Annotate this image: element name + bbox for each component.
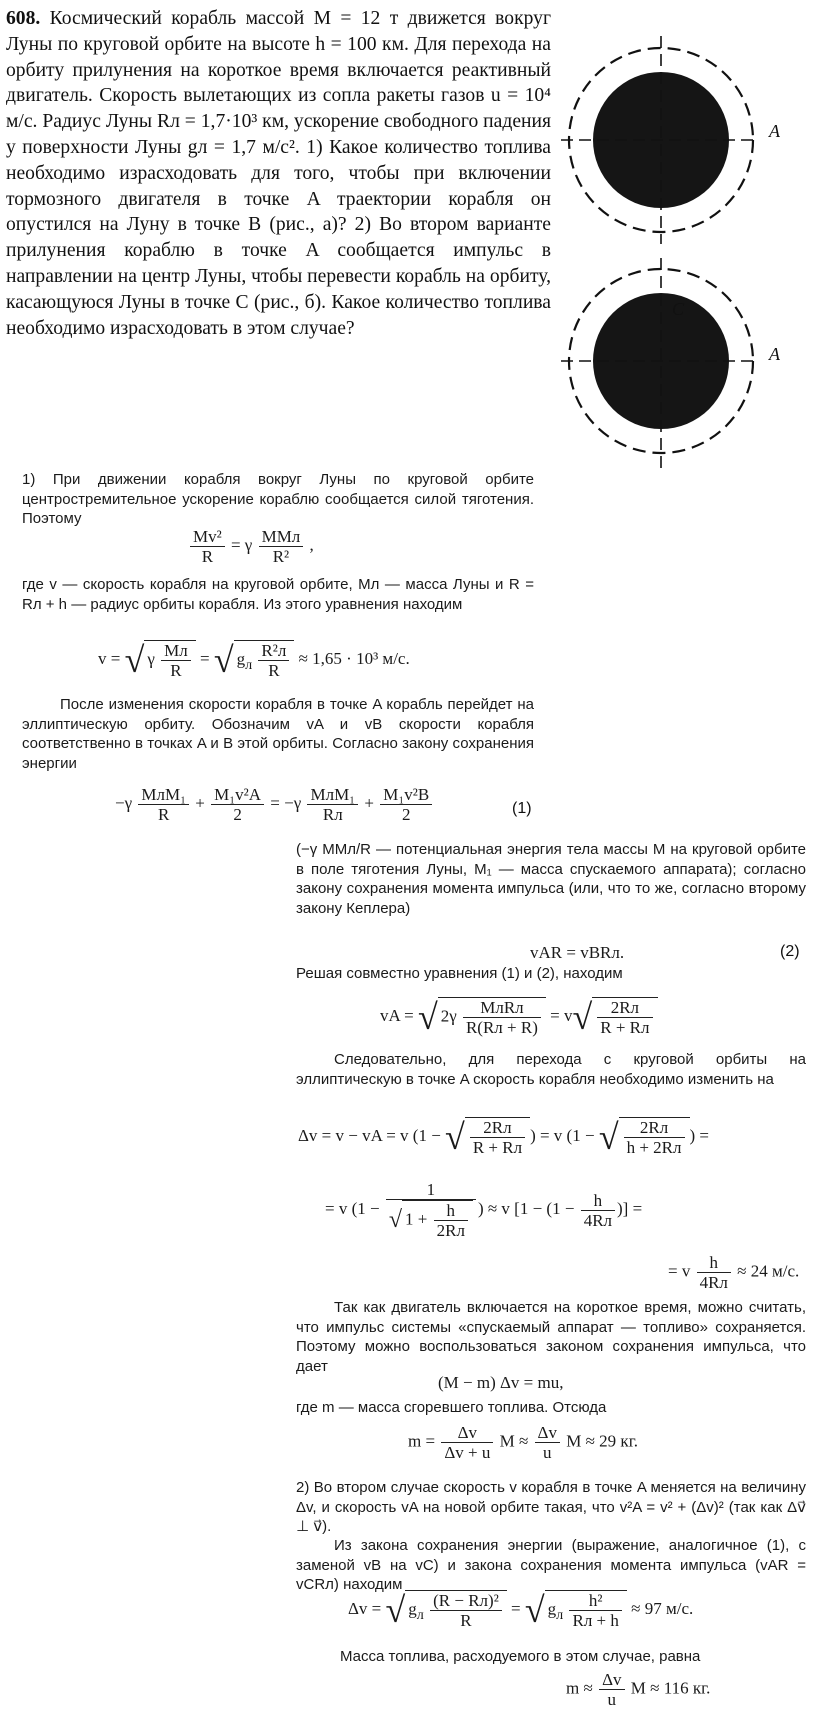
solution-p1: 1) При движении корабля вокруг Луны по круговой орбите центростремительное ускорение кораблю сообщается силой тяготения. Поэтому [22,471,534,527]
moon-orbit-figure [557,34,817,476]
solution-p8: где m — масса сгоревшего топлива. Отсюда [296,1399,607,1416]
solution-p3: После изменения скорости корабля в точке A корабль перейдет на эллиптическую орбиту. Обозначим vA и vB скорости корабля соответственно в точках A и B этой орбиты. Согласно закону сохранения энергии [22,696,534,772]
solution-p9: 2) Во втором случае скорость v корабля в точке A меняется на величину Δv, и скорость vA на новой орбите такая, что v²A = v² + (Δv)² (так как Δv⃗ ⊥ v⃗). [296,1479,806,1535]
label-b: B [575,121,588,141]
label-a-top: A [769,121,780,141]
formula-delta-v-2: = v (1 − 1 √ 1 + h 2Rл ) ≈ v [1 − (1 − h 4Rл )] = [325,1180,643,1240]
formula-energy: −γ MлM₁ R + $\frac{\text{M₁v²A}}{2}$ = −γ MлM₁ Rл + $\frac{\text{M₁v²B}}{2}$ [115,785,434,824]
problem-statement [6,6,551,341]
problem-number: 608. [6,8,41,29]
solution-p5: Решая совместно уравнения (1) и (2), находим [296,965,623,982]
solution-p11: Масса топлива, расходуемого в этом случае, равна [340,1648,701,1665]
equation-number-2: (2) [780,943,800,960]
figure-b [561,258,781,472]
formula-kepler: vAR = vBRл. [530,943,625,962]
formula-delta-v-3: = v h 4Rл ≈ 24 м/с. [668,1253,800,1292]
formula-delta-v-1: Δv = v − vA = v (1 − √ 2Rл R + Rл ) = v (1 − √ 2Rл h + 2Rл ) = [298,1117,709,1157]
solution-p4: (−γ MMл/R — потенциальная энергия тела массы M на круговой орбите в поле тяготения Луны, M₁ — масса спускаемого аппарата); согласно закону сохранения момента импульса (или, что то же, согласно второму закону Кеплера) [296,841,806,917]
solution-p2: где v — скорость корабля на круговой орбите, Mл — масса Луны и R = Rл + h — радиус орбиты корабля. Из этого уравнения находим [22,576,534,613]
figure-a [561,36,781,244]
label-c: C [672,299,685,319]
solution-p10: Из закона сохранения энергии (выражение, аналогичное (1), с заменой vB на vC) и закона сохранения момента импульса (vAR = vCRл) находим [296,1537,806,1593]
formula-fuel-mass-2: m ≈ $\frac{\Delta v}{u}$ M ≈ 116 кг. [566,1670,711,1709]
problem-text: Космический корабль массой M = 12 т движется вокруг Луны по круговой орбите на высоте h = 100 км. Для перехода на орбиту прилунения на короткое время включается реактивный двигатель. Скорость вылетающих из сопла ракеты газов u = 10⁴ м/с. Радиус Луны Rл = 1,7·10³ км, ускорение свободного падения у поверхности Луны gл = 1,7 м/с². 1) Какое количество топлива необходимо израсходовать для того, чтобы при включении тормозного двигателя в точке A траектории корабля он опустился на Луну в точке B (рис., а)? 2) Во втором варианте прилунения кораблю в точке A сообщается импульс в направлении на центр Луны, чтобы перевести корабль на орбиту, касающуюся Луны в точке C (рис., б). Какое количество топлива необходимо израсходовать в этом случае? [6,8,551,339]
formula-centripetal: $\frac{\text{Mv²}}{R}$ = γ MMл R² , [188,527,314,566]
solution-p7: Так как двигатель включается на короткое время, можно считать, что импульс системы «спускаемый аппарат — топливо» сохраняется. Поэтому можно воспользоваться законом сохранения импульса, что дает [296,1299,806,1375]
formula-delta-v-radial: Δv = √ $g_л$ (R − Rл)² R = √ $g_л$ h² Rл + h ≈ 97 м/с. [348,1590,694,1630]
solution-p6: Следовательно, для перехода с круговой орбиты на эллиптическую в точке A скорость корабля необходимо изменить на [296,1051,806,1088]
formula-momentum: (M − m) Δv = mu, [438,1373,564,1392]
label-a-bottom: A [769,344,780,364]
formula-fuel-mass-1: m = $\frac{\Delta v}{\Delta v + u}$ M ≈ $\frac{\Delta v}{u}$ M ≈ 29 кг. [408,1423,638,1462]
formula-orbital-speed: v = √ γ Mл R = √ $g_л$ R²л R ≈ 1,65 · 10³ м/с. [98,640,410,680]
formula-va: vA = √ 2γ MлRл R(Rл + R) = v√ 2Rл R + Rл [380,997,658,1037]
equation-number-1: (1) [512,800,532,817]
